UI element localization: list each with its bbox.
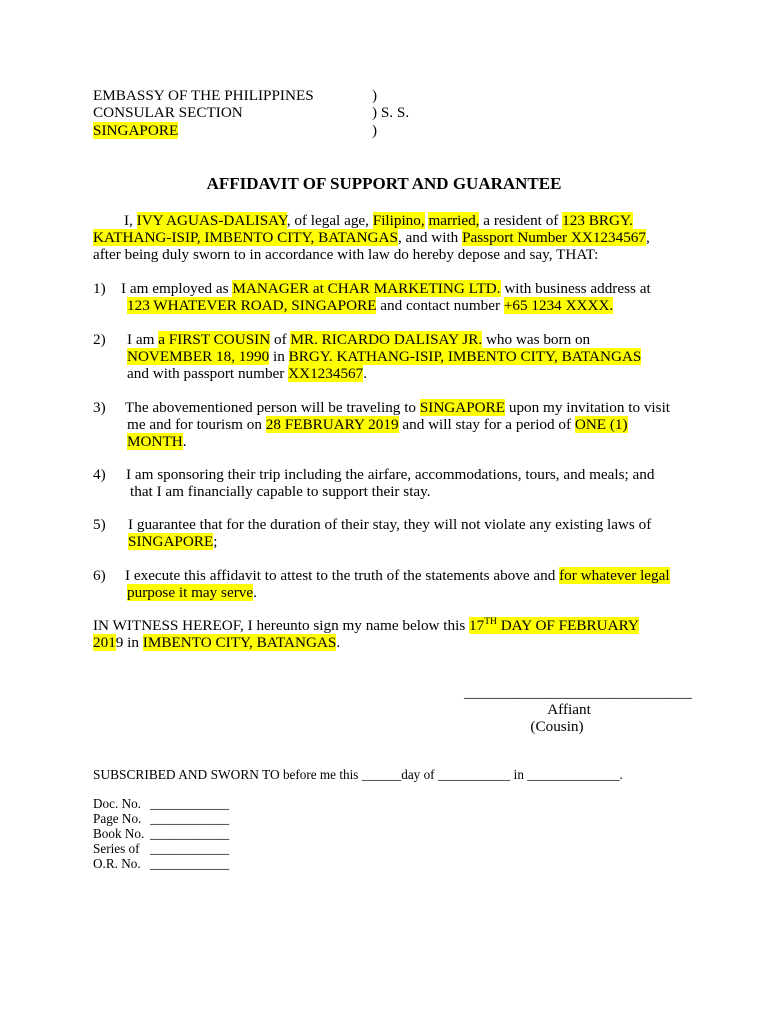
- text: The abovementioned person will be traveling to: [125, 399, 420, 416]
- item-2-line-1: [127, 331, 590, 348]
- text: .: [336, 634, 341, 651]
- text: upon my invitation to visit: [505, 399, 671, 416]
- ordinal-suffix: TH: [484, 617, 497, 627]
- guest-name: MR. RICARDO DALISAY JR.: [290, 331, 483, 348]
- notary-block: [93, 796, 229, 871]
- item-3-number: 3): [93, 399, 106, 416]
- item-2-line-3: [127, 365, 367, 382]
- item-1-line-2: [127, 297, 613, 314]
- item-6-line-1: [125, 567, 670, 584]
- notary-row: [93, 841, 229, 856]
- text: a resident of: [479, 212, 563, 229]
- text: and contact number: [376, 297, 504, 314]
- highlight: SINGAPORE: [93, 122, 179, 139]
- intro-line-1: [124, 212, 633, 229]
- text: 9 in: [115, 634, 143, 651]
- text: .: [253, 584, 257, 601]
- text: in: [269, 348, 289, 365]
- text: I execute this affidavit to attest to the truth of the statements above and: [125, 567, 560, 584]
- header-paren-1: ): [372, 87, 378, 104]
- signature-label: Affiant: [547, 701, 591, 718]
- text: .: [363, 365, 368, 382]
- text: who was born on: [482, 331, 591, 348]
- item-5-line-1: I guarantee that for the duration of their stay, they will not violate any existing laws of: [128, 516, 652, 533]
- purpose: for whatever legal: [559, 567, 670, 584]
- item-6-line-2: [127, 584, 257, 601]
- text: , of legal age,: [286, 212, 373, 229]
- text: and with passport number: [127, 365, 289, 382]
- purpose-cont: purpose it may serve: [127, 584, 254, 601]
- text: SUBSCRIBED AND SWORN TO: [93, 767, 280, 782]
- item-3-line-1: [125, 399, 670, 416]
- notary-blank: ____________: [150, 826, 230, 841]
- text: with business address at: [500, 280, 651, 297]
- header-paren-3: ): [372, 122, 378, 139]
- business-address: 123 WHATEVER ROAD, SINGAPORE: [127, 297, 377, 314]
- item-1-line-1: [121, 280, 651, 297]
- stay-period: ONE (1): [574, 416, 628, 433]
- text: and will stay for a period of: [398, 416, 575, 433]
- contact-number: +65 1234 XXXX.: [503, 297, 614, 314]
- notary-row: [93, 826, 229, 841]
- text: 17: [469, 617, 485, 634]
- item-4-number: 4): [93, 466, 106, 483]
- text: ,: [646, 229, 650, 246]
- item-6-number: 6): [93, 567, 106, 584]
- destination: SINGAPORE: [419, 399, 506, 416]
- guest-birthplace: BRGY. KATHANG-ISIP, IMBENTO CITY, BATANGAS: [288, 348, 642, 365]
- text: I am employed as: [121, 280, 233, 297]
- item-5-line-2: [128, 533, 217, 550]
- document-title: AFFIDAVIT OF SUPPORT AND GUARANTEE: [206, 174, 562, 193]
- text: of: [270, 331, 291, 348]
- text: I,: [124, 212, 137, 229]
- civil-status: married,: [428, 212, 480, 229]
- address-part-1: 123 BRGY.: [562, 212, 633, 229]
- notary-label: Page No.: [93, 811, 142, 826]
- signing-year: 201: [93, 634, 116, 651]
- witness-line-1: [93, 617, 639, 634]
- item-4-line-2: that I am financially capable to support their stay.: [130, 483, 431, 500]
- text: me and for tourism on: [127, 416, 266, 433]
- text: ;: [213, 533, 218, 550]
- item-1-number: 1): [93, 280, 106, 297]
- intro-line-3: after being duly sworn to in accordance with law do hereby depose and say, THAT:: [93, 246, 599, 263]
- intro-line-2: [93, 229, 650, 246]
- item-3-line-2: [127, 416, 628, 433]
- signature-line: ______________________________: [464, 684, 692, 701]
- nationality: Filipino,: [372, 212, 425, 229]
- item-2-line-2: [127, 348, 641, 365]
- witness-line-2: [93, 634, 340, 651]
- notary-label: Series of: [93, 841, 140, 856]
- notary-label: Book No.: [93, 826, 145, 841]
- travel-date: 28 FEBRUARY 2019: [265, 416, 399, 433]
- affiant-passport: Passport Number XX1234567: [462, 229, 646, 246]
- signature-role: (Cousin): [530, 718, 584, 735]
- country: SINGAPORE: [128, 533, 214, 550]
- notary-row: [93, 856, 229, 871]
- item-4-line-1: I am sponsoring their trip including the airfare, accommodations, tours, and meals; and: [126, 466, 655, 483]
- item-2-number: 2): [93, 331, 106, 348]
- header-consular-section: CONSULAR SECTION: [93, 104, 243, 121]
- header-city: [93, 122, 178, 139]
- header-venue-ss: ) S. S.: [372, 104, 410, 121]
- subscribed-sworn: [93, 766, 623, 783]
- notary-label: Doc. No.: [93, 796, 141, 811]
- text: , and with: [397, 229, 463, 246]
- guest-birthdate: NOVEMBER 18, 1990: [127, 348, 270, 365]
- notary-blank: ____________: [150, 796, 230, 811]
- text: IN WITNESS HEREOF, I hereunto sign my name below this: [93, 617, 470, 634]
- address-part-2: KATHANG-ISIP, IMBENTO CITY, BATANGAS: [93, 229, 398, 246]
- signing-date: [469, 617, 639, 634]
- notary-blank: ____________: [150, 841, 230, 856]
- relationship: a FIRST COUSIN: [158, 331, 271, 348]
- notary-blank: ____________: [150, 856, 230, 871]
- notary-label: O.R. No.: [93, 856, 141, 871]
- employment: MANAGER at CHAR MARKETING LTD.: [232, 280, 501, 297]
- guest-passport: XX1234567: [288, 365, 364, 382]
- item-3-line-3: [127, 433, 186, 450]
- notary-row: [93, 811, 229, 826]
- text: before me this ______day of ___________ in ______________.: [279, 767, 623, 782]
- item-5-number: 5): [93, 516, 106, 533]
- text: .: [182, 433, 187, 450]
- header-embassy: EMBASSY OF THE PHILIPPINES: [93, 87, 314, 104]
- notary-row: [93, 796, 229, 811]
- text: I am: [127, 331, 159, 348]
- notary-blank: ____________: [150, 811, 230, 826]
- affiant-name: IVY AGUAS-DALISAY: [136, 212, 287, 229]
- signing-place: IMBENTO CITY, BATANGAS: [142, 634, 337, 651]
- stay-period-cont: MONTH: [127, 433, 183, 450]
- text: DAY OF FEBRUARY: [496, 617, 639, 634]
